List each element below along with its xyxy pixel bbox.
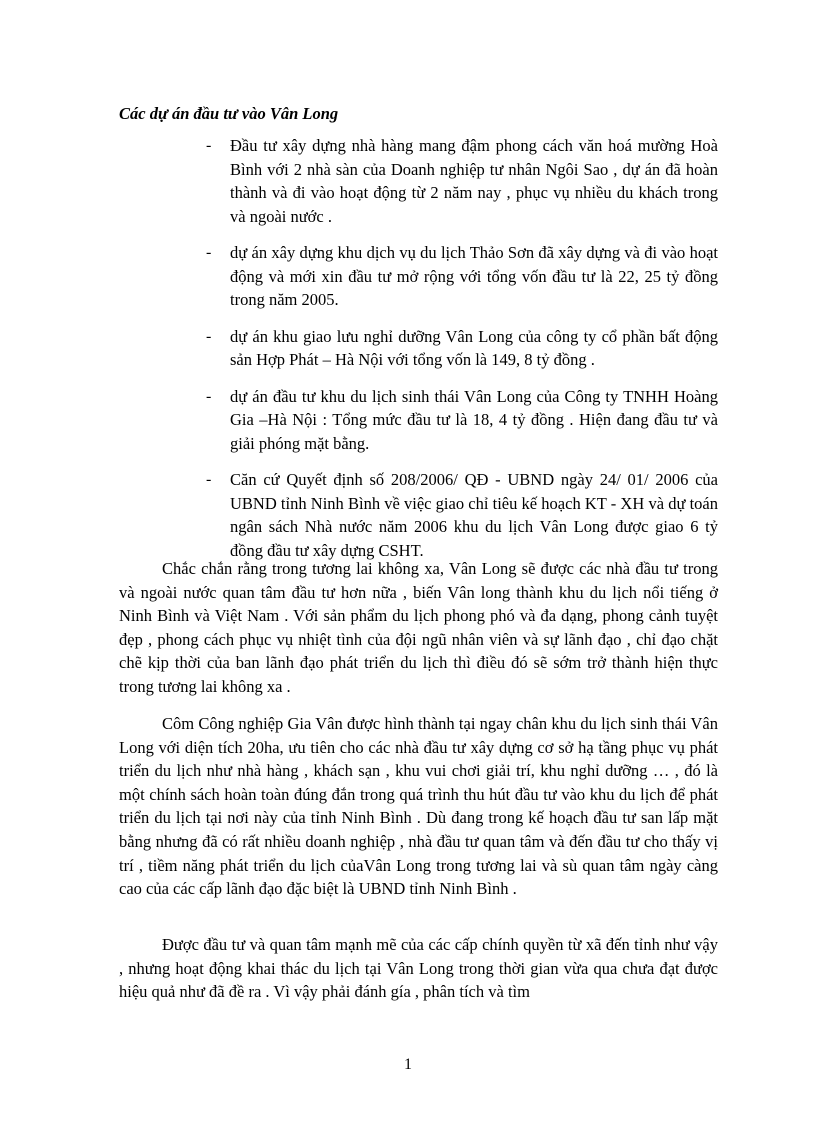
bullet-marker: - (206, 471, 212, 488)
bullet-marker: - (206, 387, 212, 405)
list-item-text: Căn cứ Quyết định số 208/2006/ QĐ - UBND ngày 24/ 01/ 2006 của UBND tỉnh Ninh Bình về việc giao chỉ tiêu kế hoạch KT - XH và dự toán ngân sách Nhà nước năm 2006 khu du lịch Vân Long được giao 6 tỷ đồng đầu tư xây dựng CSHT. (230, 470, 718, 560)
list-item-text: dự án khu giao lưu nghỉ dưỡng Vân Long của công ty cổ phần bất động sản Hợp Phát – Hà Nội với tổng vốn là 149, 8 tỷ đồng . (230, 326, 718, 369)
page-number: 1 (404, 1056, 412, 1073)
bullet-marker: - (206, 244, 212, 261)
list-item (206, 134, 718, 228)
bullet-marker: - (206, 137, 212, 154)
list-item (206, 468, 718, 562)
bullet-marker: - (206, 327, 212, 345)
investment-project-list (206, 134, 718, 575)
body-paragraph: Côm Công nghiệp Gia Vân được hình thành tại ngay chân khu du lịch sinh thái Vân Long với diện tích 20ha, ưu tiên cho các nhà đầu tư xây dựng cơ sở hạ tầng phục vụ phát triển du lịch như nhà hàng , khách sạn , khu vui chơi giải trí, khu nghỉ dưỡng … , đó là một chính sách hoàn toàn đúng đắn trong quá trình thu hút đầu tư vào khu du lịch để phát triển du lịch tại nơi này của tỉnh Ninh Bình . Dù đang trong kế hoạch đầu tư san lấp mặt bằng nhưng đã có rất nhiều doanh nghiệp , nhà đầu tư quan tâm và đến đầu tư cho thấy vị trí , tiềm năng phát triển du lịch củaVân Long trong tương lai và sù quan tâm ngày càng cao của các cấp lãnh đạo đặc biệt là UBND tỉnh Ninh Bình . (119, 714, 718, 899)
list-item-text: dự án xây dựng khu dịch vụ du lịch Thảo Sơn đã xây dựng và đi vào hoạt động và mới xin đầu tư mở rộng với tổng vốn đầu tư là 22, 25 tỷ đồng trong năm 2005. (230, 243, 718, 309)
section-heading: Các dự án đầu tư vào Vân Long (119, 104, 339, 123)
list-item (206, 325, 718, 372)
list-item-text: Đầu tư xây dựng nhà hàng mang đậm phong cách văn hoá mường Hoà Bình với 2 nhà sàn của Doanh nghiệp tư nhân Ngôi Sao , dự án đã hoàn thành và đi vào hoạt động từ 2 năm nay , phục vụ nhiều du khách trong và ngoài nước . (230, 136, 718, 226)
list-item-text: dự án đầu tư khu du lịch sinh thái Vân Long của Công ty TNHH Hoàng Gia –Hà Nội : Tổng mức đầu tư là 18, 4 tỷ đồng . Hiện đang đầu tư và giải phóng mặt bằng. (230, 386, 718, 453)
body-paragraph: Chắc chắn rằng trong tương lai không xa, Vân Long sẽ được các nhà đầu tư trong và ngoài nước quan tâm đầu tư hơn nữa , biến Vân long thành khu du lịch nổi tiếng ở Ninh Bình và Việt Nam . Với sản phẩm du lịch phong phó và đa dạng, phong cảnh tuyệt đẹp , phong cách phục vụ nhiệt tình của đội ngũ nhân viên và sự lãnh đạo , chỉ đạo chặt chẽ kịp thời của ban lãnh đạo phát triển du lịch thì điều đó sẽ sớm trở thành hiện thực trong tương lai không xa . (119, 559, 718, 696)
list-item (206, 241, 718, 312)
list-item (206, 385, 718, 456)
body-paragraph: Được đầu tư và quan tâm mạnh mẽ của các cấp chính quyền từ xã đến tỉnh như vậy , nhưng hoạt động khai thác du lịch tại Vân Long trong thời gian vừa qua chưa đạt được hiệu quả như đã đề ra . Vì vậy phải đánh gía , phân tích và tìm (119, 935, 718, 1002)
